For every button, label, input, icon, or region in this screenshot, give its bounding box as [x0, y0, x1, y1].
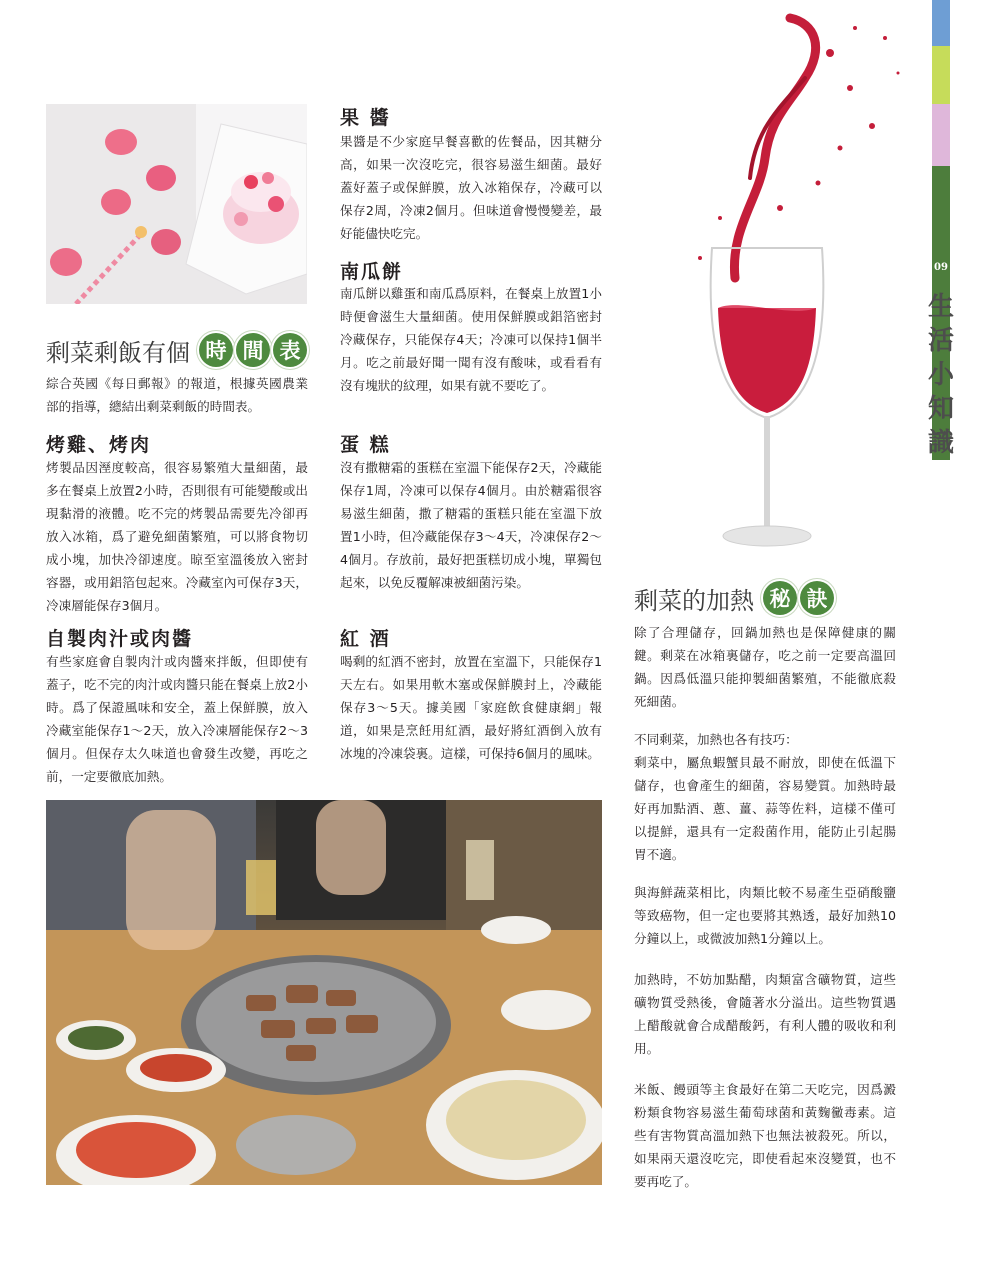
section-heading-roast: 烤雞、烤肉: [46, 434, 152, 456]
vertical-section-title: [926, 290, 956, 460]
reheat-paragraph-4: 與海鮮蔬菜相比，肉類比較不易產生亞硝酸鹽等致癌物，但一定也要將其熟透，最好加熱10分鐘以上，或微波加熱1分鐘以上。: [634, 885, 896, 946]
reheat-title-text: 剩菜的加熱: [634, 586, 754, 615]
reheat-paragraph-5: 加熱時，不妨加點醋，肉類富含礦物質，這些礦物質受熱後，會隨著水分溢出。這些物質遇上醋酸就會合成醋酸鈣，有利人體的吸收和利用。: [634, 972, 896, 1056]
tab-blue: [932, 0, 950, 46]
section-text-jam: 果醬是不少家庭早餐喜歡的佐餐品，因其糖分高，如果一次沒吃完，很容易滋生細菌。最好蓋好蓋子或保鮮膜，放入冰箱保存，冷藏可以保存2周，冷凍2個月。但味道會慢慢變差，最好能儘快吃完。: [340, 134, 602, 241]
korean-bbq-photo: [46, 800, 602, 1185]
vertical-title-char: 小: [927, 360, 954, 390]
reheat-title: [634, 578, 834, 618]
section-heading-jam: 果 醬: [340, 107, 391, 129]
reheat-paragraph-3: 剩菜中，屬魚蝦蟹貝最不耐放，即使在低溫下儲存，也會產生的細菌，容易變質。加熱時最好再加點酒、蔥、薑、蒜等佐料，這樣不僅可以提鮮，還具有一定殺菌作用，能防止引起腸胃不適。: [634, 755, 896, 862]
tab-pink: [932, 104, 950, 166]
reheat-paragraph-1: 除了合理儲存，回鍋加熱也是保障健康的關鍵。剩菜在冰箱裏儲存，吃之前一定要高溫回鍋。因爲低溫只能抑製細菌繁殖，不能徹底殺死細菌。: [634, 625, 896, 709]
vertical-title-char: 識: [927, 428, 954, 458]
title-circle: 時: [199, 333, 233, 367]
section-text-gravy: 有些家庭會自製肉汁或肉醬來拌飯，但即使有蓋子，吃不完的肉汁或肉醬只能在餐桌上放2小時。爲了保證風味和安全，蓋上保鮮膜，放入冷藏室能保存1～2天，放入冷凍層能保存2～3個月。但保存太久味道也會發生改變，再吃之前，一定要徹底加熱。: [46, 654, 308, 784]
page-number: 09: [934, 262, 948, 273]
intro-paragraph: 綜合英國《每日郵報》的報道，根據英國農業部的指導，總結出剩菜剩飯的時間表。: [46, 376, 308, 414]
reheat-paragraph-2: 不同剩菜，加熱也各有技巧：: [634, 732, 798, 747]
section-heading-cake: 蛋 糕: [340, 434, 391, 456]
title-circle: 訣: [800, 581, 834, 615]
macaron-cake-photo: [46, 104, 307, 304]
title-circle: 秘: [763, 581, 797, 615]
section-text-roast: 烤製品因溼度較高，很容易繁殖大量細菌，最多在餐桌上放置2小時，否則很有可能變酸或出現黏滑的液體。吃不完的烤製品需要先冷卻再放入冰箱，爲了避免細菌繁殖，可以將食物切成小塊，加快冷卻速度。晾至室溫後放入密封容器，或用鋁箔包起來。冷藏室內可保存3天，冷凍層能保存3個月。: [46, 460, 308, 613]
section-heading-pumpkin-cake: 南瓜餅: [340, 261, 404, 283]
section-text-cake: 沒有撒糖霜的蛋糕在室溫下能保存2天，冷藏能保存1周，冷凍可以保存4個月。由於糖霜很容易滋生細菌，撒了糖霜的蛋糕只能在室溫下放置1小時，但冷藏能保存3～4天，冷凍保存2～4個月。存放前，最好把蛋糕切成小塊，單獨包起來，以免反覆解凍被細菌污染。: [340, 460, 602, 590]
vertical-title-char: 知: [927, 394, 954, 424]
vertical-title-char: 活: [927, 326, 954, 356]
red-wine-glass-illustration: [640, 8, 920, 558]
intro-title-text: 剩菜剩飯有個: [46, 338, 190, 367]
section-text-wine: 喝剩的紅酒不密封，放置在室溫下，只能保存1天左右。如果用軟木塞或保鮮膜封上，冷藏能保存3～5天。據美國「家庭飲食健康網」報道，如果是烹飪用紅酒，最好將紅酒倒入放有冰塊的冷凍袋裏。這樣，可保持6個月的風味。: [340, 654, 602, 761]
section-heading-gravy: 自製肉汁或肉醬: [46, 628, 194, 650]
reheat-paragraph-6: 米飯、饅頭等主食最好在第二天吃完，因爲澱粉類食物容易滋生葡萄球菌和黃麴黴毒素。這些有害物質高溫加熱下也無法被殺死。所以，如果兩天還沒吃完，即使看起來沒變質，也不要再吃了。: [634, 1082, 896, 1189]
section-heading-wine: 紅 酒: [340, 628, 391, 650]
tab-lime: [932, 46, 950, 104]
title-circle: 表: [273, 333, 307, 367]
title-circle: 間: [236, 333, 270, 367]
section-text-pumpkin-cake: 南瓜餅以雞蛋和南瓜爲原料，在餐桌上放置1小時便會滋生大量細菌。使用保鮮膜或鋁箔密封冷藏保存，只能保存4天；冷凍可以保持1個半月。吃之前最好聞一聞有沒有酸味，或看看有沒有塊狀的紋理，如果有就不要吃了。: [340, 286, 602, 393]
intro-title: [46, 330, 307, 370]
vertical-title-char: 生: [927, 292, 954, 322]
